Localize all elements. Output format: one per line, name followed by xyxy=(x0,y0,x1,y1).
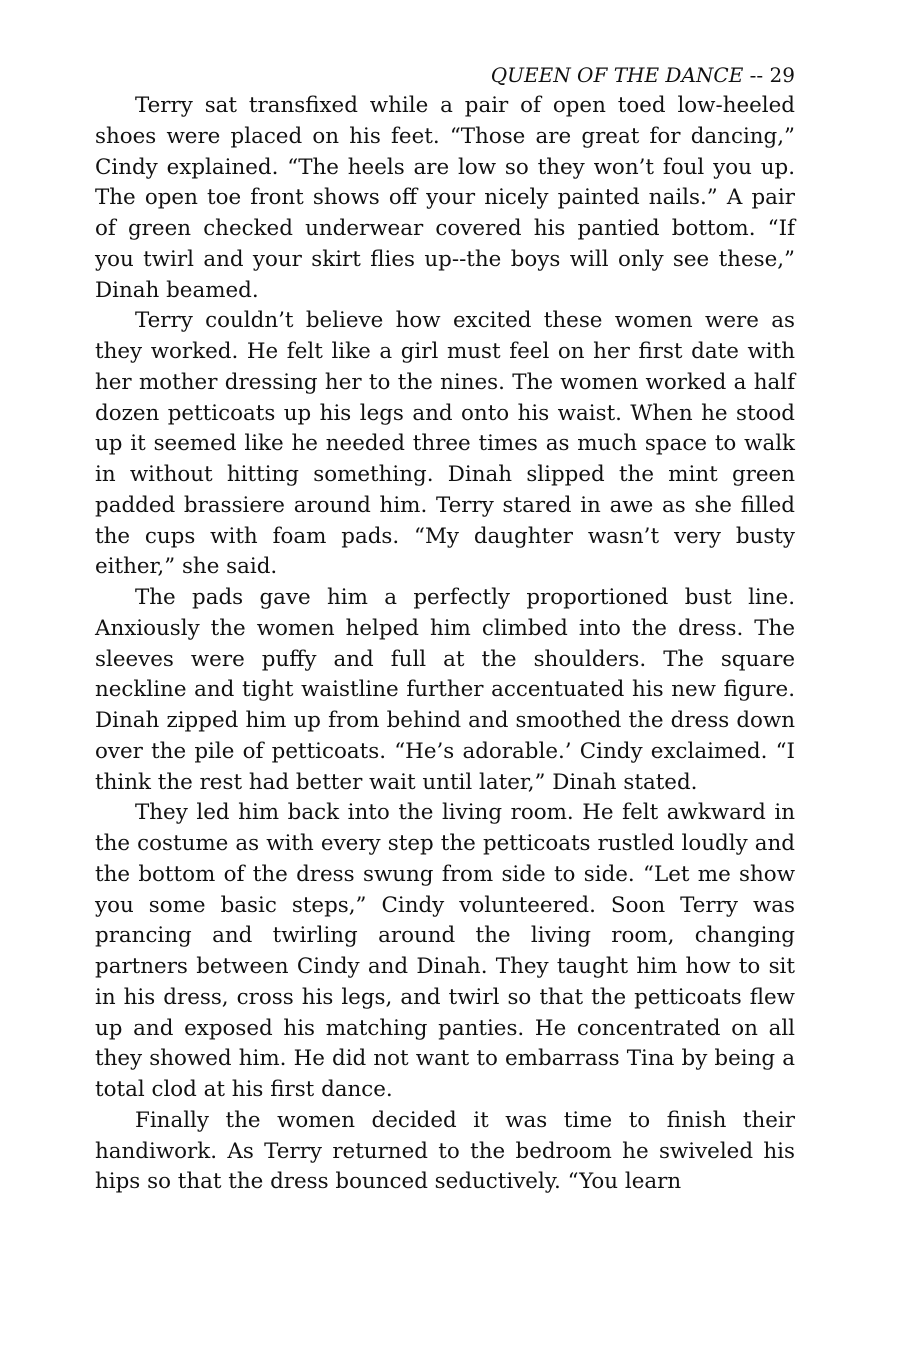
paragraph: Terry couldn’t believe how excited these women were as they worked. He felt like a girl must feel on her first date with her mother dressing her to the nines. The women worked a half dozen petticoats up his legs and onto his waist. When he stood up it seemed like he needed three times as much space to walk in without hitting something. Dinah slipped the mint green padded brassiere around him. Terry stared in awe as she filled the cups with foam pads. “My daughter wasn’t very busty either,” she said. xyxy=(95,308,795,580)
header-separator: -- xyxy=(743,63,770,87)
paragraph: The pads gave him a perfectly proportioned bust line. Anxiously the women helped him climbed into the dress. The sleeves were puffy and full at the shoulders. The square neckline and tight waistline further accentuated his new figure. Dinah zipped him up from behind and smoothed the dress down over the pile of petticoats. “He’s adorable.’ Cindy exclaimed. “I think the rest had better wait until later,” Dinah stated. xyxy=(95,585,795,795)
running-title: QUEEN OF THE DANCE xyxy=(490,63,744,87)
paragraph: Terry sat transfixed while a pair of open toed low-heeled shoes were placed on his feet. “Those are great for dancing,” Cindy explained. “The heels are low so they won’t foul you up. The open toe front shows off your nicely painted nails.” A pair of green checked underwear covered his pantied bottom. “If you twirl and your skirt flies up--the boys will only see these,” Dinah beamed. xyxy=(95,93,795,303)
running-header xyxy=(95,60,795,91)
paragraph: They led him back into the living room. He felt awkward in the costume as with every step the petticoats rustled loudly and the bottom of the dress swung from side to side. “Let me show you some basic steps,” Cindy volunteered. Soon Terry was prancing and twirling around the living room, changing partners between Cindy and Dinah. They taught him how to sit in his dress, cross his legs, and twirl so that the petticoats flew up and exposed his matching panties. He concentrated on all they showed him. He did not want to embarrass Tina by being a total clod at his first dance. xyxy=(95,800,795,1102)
paragraph: Finally the women decided it was time to finish their handiwork. As Terry returned to the bedroom he swiveled his hips so that the dress bounced seductively. “You learn xyxy=(95,1107,795,1195)
book-page xyxy=(95,60,795,1320)
page-number: 29 xyxy=(769,63,795,87)
body-text xyxy=(95,91,795,1198)
